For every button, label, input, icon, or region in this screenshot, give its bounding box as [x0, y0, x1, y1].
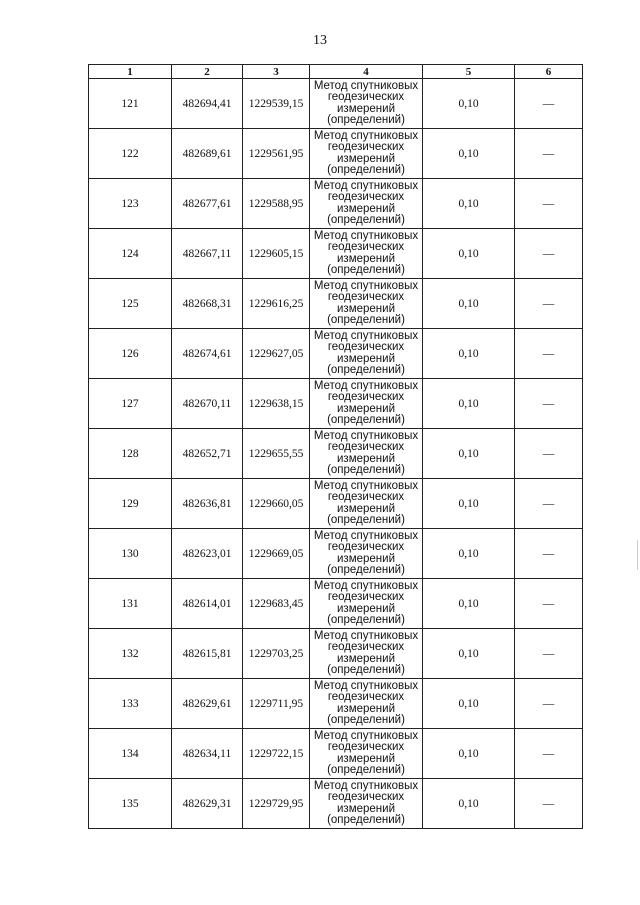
- y-coordinate-cell: 1229539,15: [243, 79, 310, 129]
- accuracy-cell: 0,10: [423, 429, 515, 479]
- method-line: измерений: [337, 152, 395, 165]
- method-line: геодезических: [327, 591, 405, 603]
- method-cell: [310, 629, 423, 679]
- point-number-cell: 125: [89, 279, 172, 329]
- y-coordinate-cell: 1229722,15: [243, 729, 310, 779]
- point-number-cell: 134: [89, 729, 172, 779]
- method-line: Метод спутниковых: [313, 229, 419, 242]
- point-number-cell: 121: [89, 79, 172, 129]
- note-cell: —: [515, 429, 583, 479]
- y-coordinate-cell: 1229588,95: [243, 179, 310, 229]
- point-number-cell: 135: [89, 779, 172, 829]
- column-header-2: 2: [172, 65, 243, 79]
- method-line: Метод спутниковых: [313, 379, 419, 392]
- method-line: (определений): [327, 314, 405, 326]
- method-line: Метод спутниковых: [313, 479, 419, 492]
- method-line: геодезических: [327, 441, 405, 453]
- column-header-1: 1: [89, 65, 172, 79]
- note-cell: —: [515, 579, 583, 629]
- method-line: геодезических: [327, 291, 405, 303]
- method-line: измерений: [337, 502, 395, 515]
- method-line: (определений): [327, 164, 405, 176]
- x-coordinate-cell: 482677,61: [172, 179, 243, 229]
- method-cell: [310, 79, 423, 129]
- table-row: [89, 229, 583, 279]
- method-line: (определений): [327, 764, 405, 776]
- y-coordinate-cell: 1229660,05: [243, 479, 310, 529]
- point-number-cell: 123: [89, 179, 172, 229]
- accuracy-cell: 0,10: [423, 279, 515, 329]
- method-line: Метод спутниковых: [313, 579, 419, 592]
- accuracy-cell: 0,10: [423, 629, 515, 679]
- method-line: (определений): [327, 114, 405, 126]
- method-line: (определений): [327, 714, 405, 726]
- method-line: (определений): [327, 264, 405, 276]
- accuracy-cell: 0,10: [423, 679, 515, 729]
- note-cell: —: [515, 229, 583, 279]
- point-number-cell: 126: [89, 329, 172, 379]
- method-line: измерений: [337, 452, 395, 465]
- x-coordinate-cell: 482615,81: [172, 629, 243, 679]
- method-line: геодезических: [327, 191, 405, 203]
- method-line: геодезических: [327, 541, 405, 553]
- x-coordinate-cell: 482689,61: [172, 129, 243, 179]
- x-coordinate-cell: 482674,61: [172, 329, 243, 379]
- method-line: геодезических: [327, 491, 405, 503]
- method-cell: [310, 129, 423, 179]
- method-line: Метод спутниковых: [313, 129, 419, 142]
- note-cell: —: [515, 329, 583, 379]
- x-coordinate-cell: 482667,11: [172, 229, 243, 279]
- page-number: 13: [313, 33, 327, 48]
- table-row: [89, 679, 583, 729]
- method-cell: [310, 579, 423, 629]
- point-number-cell: 133: [89, 679, 172, 729]
- y-coordinate-cell: 1229616,25: [243, 279, 310, 329]
- method-cell: [310, 179, 423, 229]
- note-cell: —: [515, 679, 583, 729]
- y-coordinate-cell: 1229627,05: [243, 329, 310, 379]
- method-line: (определений): [327, 514, 405, 526]
- table-row: [89, 779, 583, 829]
- note-cell: —: [515, 779, 583, 829]
- table-row: [89, 379, 583, 429]
- accuracy-cell: 0,10: [423, 579, 515, 629]
- point-number-cell: 132: [89, 629, 172, 679]
- note-cell: —: [515, 529, 583, 579]
- method-line: измерений: [337, 602, 395, 615]
- method-line: геодезических: [327, 741, 405, 753]
- method-line: геодезических: [327, 691, 405, 703]
- method-cell: [310, 479, 423, 529]
- table-row: [89, 129, 583, 179]
- method-line: измерений: [337, 252, 395, 265]
- method-line: (определений): [327, 214, 405, 226]
- y-coordinate-cell: 1229655,55: [243, 429, 310, 479]
- note-cell: —: [515, 129, 583, 179]
- method-line: Метод спутниковых: [313, 629, 419, 642]
- method-line: геодезических: [327, 391, 405, 403]
- method-line: геодезических: [327, 791, 405, 803]
- method-line: геодезических: [327, 141, 405, 153]
- x-coordinate-cell: 482668,31: [172, 279, 243, 329]
- table-row: [89, 629, 583, 679]
- y-coordinate-cell: 1229711,95: [243, 679, 310, 729]
- accuracy-cell: 0,10: [423, 379, 515, 429]
- table-row: [89, 729, 583, 779]
- method-line: измерений: [337, 552, 395, 565]
- x-coordinate-cell: 482652,71: [172, 429, 243, 479]
- column-header-6: 6: [515, 65, 583, 79]
- point-number-cell: 122: [89, 129, 172, 179]
- x-coordinate-cell: 482694,41: [172, 79, 243, 129]
- table-row: [89, 79, 583, 129]
- x-coordinate-cell: 482614,01: [172, 579, 243, 629]
- method-line: измерений: [337, 652, 395, 665]
- y-coordinate-cell: 1229669,05: [243, 529, 310, 579]
- point-number-cell: 128: [89, 429, 172, 479]
- method-line: (определений): [327, 364, 405, 376]
- method-line: (определений): [327, 464, 405, 476]
- column-header-4: 4: [310, 65, 423, 79]
- method-line: измерений: [337, 352, 395, 365]
- method-line: Метод спутниковых: [313, 429, 419, 442]
- margin-mark: [637, 540, 638, 570]
- method-line: измерений: [337, 752, 395, 765]
- method-line: геодезических: [327, 91, 405, 103]
- table-row: [89, 179, 583, 229]
- method-line: Метод спутниковых: [313, 329, 419, 342]
- method-line: (определений): [327, 564, 405, 576]
- method-cell: [310, 529, 423, 579]
- method-line: геодезических: [327, 241, 405, 253]
- note-cell: —: [515, 729, 583, 779]
- column-header-5: 5: [423, 65, 515, 79]
- y-coordinate-cell: 1229683,45: [243, 579, 310, 629]
- accuracy-cell: 0,10: [423, 79, 515, 129]
- x-coordinate-cell: 482634,11: [172, 729, 243, 779]
- point-number-cell: 124: [89, 229, 172, 279]
- y-coordinate-cell: 1229703,25: [243, 629, 310, 679]
- note-cell: —: [515, 179, 583, 229]
- accuracy-cell: 0,10: [423, 529, 515, 579]
- method-cell: [310, 379, 423, 429]
- table-row: [89, 579, 583, 629]
- method-line: измерений: [337, 302, 395, 315]
- accuracy-cell: 0,10: [423, 729, 515, 779]
- method-line: геодезических: [327, 641, 405, 653]
- x-coordinate-cell: 482629,31: [172, 779, 243, 829]
- method-cell: [310, 229, 423, 279]
- method-line: измерений: [337, 102, 395, 115]
- coordinates-table: [88, 64, 583, 829]
- point-number-cell: 130: [89, 529, 172, 579]
- method-line: измерений: [337, 702, 395, 715]
- method-line: (определений): [327, 414, 405, 426]
- method-line: измерений: [337, 402, 395, 415]
- column-header-3: 3: [243, 65, 310, 79]
- method-cell: [310, 729, 423, 779]
- method-line: Метод спутниковых: [313, 679, 419, 692]
- x-coordinate-cell: 482629,61: [172, 679, 243, 729]
- method-line: Метод спутниковых: [313, 729, 419, 742]
- table-body: [89, 79, 583, 829]
- accuracy-cell: 0,10: [423, 479, 515, 529]
- table-row: [89, 479, 583, 529]
- method-line: геодезических: [327, 341, 405, 353]
- point-number-cell: 127: [89, 379, 172, 429]
- method-line: Метод спутниковых: [313, 79, 419, 92]
- method-line: Метод спутниковых: [313, 529, 419, 542]
- note-cell: —: [515, 479, 583, 529]
- y-coordinate-cell: 1229561,95: [243, 129, 310, 179]
- y-coordinate-cell: 1229605,15: [243, 229, 310, 279]
- accuracy-cell: 0,10: [423, 779, 515, 829]
- accuracy-cell: 0,10: [423, 179, 515, 229]
- table-row: [89, 429, 583, 479]
- note-cell: —: [515, 379, 583, 429]
- x-coordinate-cell: 482636,81: [172, 479, 243, 529]
- method-line: (определений): [327, 814, 405, 826]
- note-cell: —: [515, 629, 583, 679]
- method-cell: [310, 279, 423, 329]
- table-header-row: [89, 65, 583, 79]
- method-line: измерений: [337, 802, 395, 815]
- table-row: [89, 529, 583, 579]
- point-number-cell: 131: [89, 579, 172, 629]
- table-row: [89, 279, 583, 329]
- accuracy-cell: 0,10: [423, 129, 515, 179]
- note-cell: —: [515, 279, 583, 329]
- x-coordinate-cell: 482670,11: [172, 379, 243, 429]
- accuracy-cell: 0,10: [423, 329, 515, 379]
- y-coordinate-cell: 1229638,15: [243, 379, 310, 429]
- method-cell: [310, 329, 423, 379]
- note-cell: —: [515, 79, 583, 129]
- x-coordinate-cell: 482623,01: [172, 529, 243, 579]
- table-row: [89, 329, 583, 379]
- method-line: (определений): [327, 614, 405, 626]
- method-line: Метод спутниковых: [313, 179, 419, 192]
- method-cell: [310, 779, 423, 829]
- method-cell: [310, 429, 423, 479]
- method-cell: [310, 679, 423, 729]
- method-line: измерений: [337, 202, 395, 215]
- y-coordinate-cell: 1229729,95: [243, 779, 310, 829]
- accuracy-cell: 0,10: [423, 229, 515, 279]
- method-line: (определений): [327, 664, 405, 676]
- point-number-cell: 129: [89, 479, 172, 529]
- method-line: Метод спутниковых: [313, 779, 419, 792]
- method-line: Метод спутниковых: [313, 279, 419, 292]
